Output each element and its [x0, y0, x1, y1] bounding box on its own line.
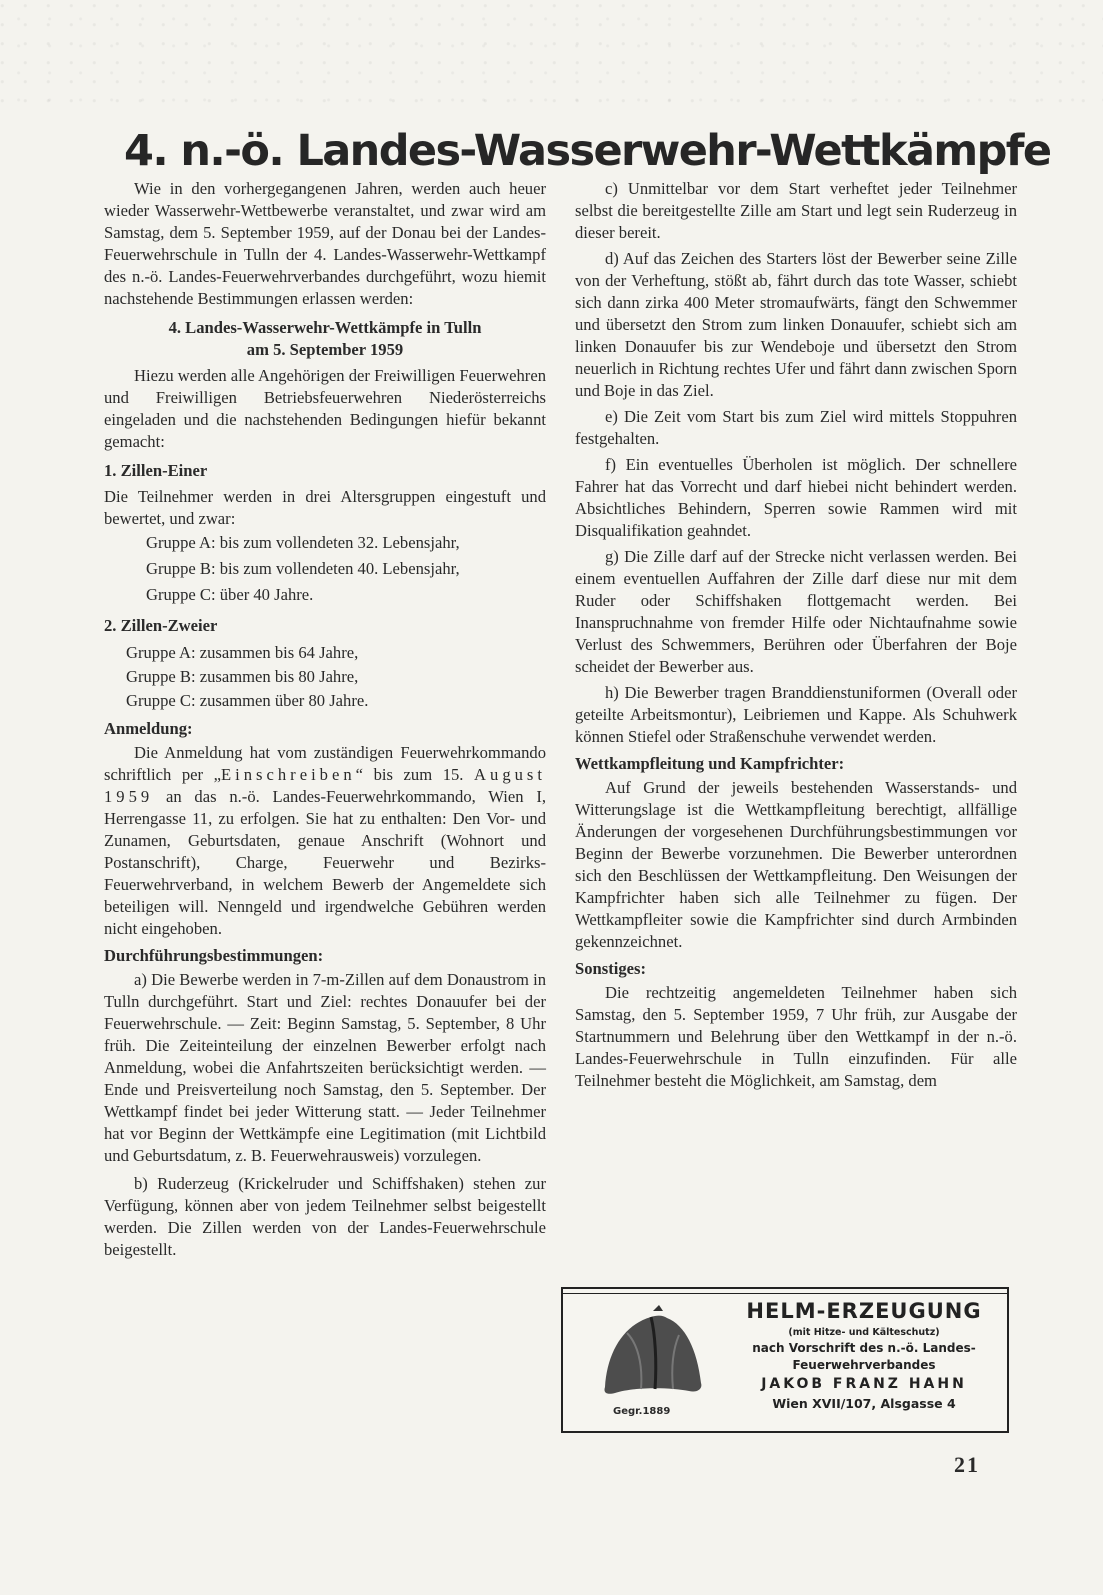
event-subtitle	[104, 317, 546, 361]
anmeldung-text-3: an das n.-ö. Landes-Feuerwehrkommando, Wien I, Herrengasse 11, zu erfolgen. Sie hat zu enthalten: Den Vor- und Zunamen, Geburtsdaten, genaue Anschrift (Wohnort und Postanschrift), Charge, Feuerwehr und Bezirks-Feuerwehrverband, in welchem Bewerb der Angemeldete sich beteiligen will. Nenngeld und irgendwelche Gebühren werden nicht eingehoben.	[104, 787, 546, 938]
sonstiges-paragraph: Die rechtzeitig angemeldeten Teilnehmer haben sich Samstag, den 5. September 1959, 7 Uhr früh, zur Ausgabe der Startnummern und Belehrung über den Wettkampf in der n.-ö. Landes-Feuerwehrschule in Tulln einzufinden. Für alle Teilnehmer besteht die Möglichkeit, am Samstag, dem	[575, 983, 1017, 1090]
anmeldung-heading: Anmeldung:	[104, 719, 193, 738]
event-subtitle-line1: 4. Landes-Wasserwehr-Wettkämpfe in Tulln	[168, 318, 482, 337]
anmeldung-paragraph	[104, 742, 546, 940]
einer-group-a: Gruppe A: bis zum vollendeten 32. Lebensjahr,	[146, 533, 460, 552]
rule-c: c) Unmittelbar vor dem Start verheftet jeder Teilnehmer selbst die bereitgestellte Zille am Start und legt sein Ruderzeug in dieser bereit.	[575, 179, 1017, 242]
einer-group-b: Gruppe B: bis zum vollendeten 40. Lebensjahr,	[146, 559, 460, 578]
page-title: 4. n.-ö. Landes-Wasserwehr-Wettkämpfe	[124, 126, 1051, 176]
anmeldung-spaced-1: Einschreiben	[221, 765, 356, 784]
helmet-icon	[597, 1303, 709, 1399]
right-column	[575, 178, 1017, 1092]
anmeldung-spaced-2: August 1959	[104, 765, 546, 806]
page-number: 21	[954, 1452, 980, 1477]
einer-group-c: Gruppe C: über 40 Jahre.	[146, 585, 314, 604]
zillen-zweier-heading: 2. Zillen-Zweier	[104, 616, 218, 635]
rule-g: g) Die Zille darf auf der Strecke nicht verlassen werden. Bei einem eventuellen Auffahren der Zille darf diese nur mit dem Ruder oder Schiffshaken flottgemacht werden. Bei Inanspruchnahme von fremder Hilfe oder Nichtaufnahme sowie Verlust des Schwemmers, Berühren oder Überfahren der Boje scheidet der Bewerber aus.	[575, 547, 1017, 676]
rule-e: e) Die Zeit vom Start bis zum Ziel wird mittels Stoppuhren festgehalten.	[575, 407, 1017, 448]
ad-brand: HELM-ERZEUGUNG	[746, 1299, 982, 1323]
zweier-group-c: Gruppe C: zusammen über 80 Jahre.	[126, 691, 369, 710]
invitation-paragraph: Hiezu werden alle Angehörigen der Freiwilligen Feuerwehren und Freiwilligen Betriebsfeuerwehren Niederösterreichs eingeladen und die nachstehenden Bedingungen hiefür bekannt gemacht:	[104, 366, 546, 451]
anmeldung-text-2: “ bis zum 15.	[355, 765, 475, 784]
ad-rule	[563, 1293, 1007, 1294]
sonstiges-heading: Sonstiges:	[575, 959, 646, 978]
zweier-group-a: Gruppe A: zusammen bis 64 Jahre,	[126, 643, 359, 662]
rule-h: h) Die Bewerber tragen Branddienstuniformen (Overall oder geteilte Arbeitsmontur), Leibriemen und Kappe. Als Schuhwerk können Stiefel oder Straßenschuhe verwendet werden.	[575, 683, 1017, 746]
helmet-advertisement	[561, 1287, 1009, 1433]
event-subtitle-line2: am 5. September 1959	[246, 340, 404, 359]
rule-f: f) Ein eventuelles Überholen ist möglich. Der schnellere Fahrer hat das Vorrecht und darf hiebei nicht behindert werden. Absichtliches Behindern, Sperren sowie Rammen wird mit Disqualifikation geahndet.	[575, 455, 1017, 540]
leitung-paragraph: Auf Grund der jeweils bestehenden Wasserstands- und Witterungslage ist die Wettkampfleitung berechtigt, allfällige Änderungen der vorgesehenen Durchführungsbestimmungen vor Beginn der Bewerbe vorzunehmen. Die Bewerber unterordnen sich den Beschlüssen der Wettkampfleitung. Den Weisungen der Kampfrichter haben sich alle Teilnehmer zu fügen. Der Wettkampfleiter sowie die Kampfrichter sind durch Armbinden gekennzeichnet.	[575, 778, 1017, 951]
zillen-einer-heading: 1. Zillen-Einer	[104, 461, 208, 480]
paper-texture	[0, 0, 1103, 110]
rule-d: d) Auf das Zeichen des Starters löst der Bewerber seine Zille von der Verheftung, stößt ab, fährt durch das tote Wasser, schiebt sich dann zirka 400 Meter stromaufwärts, fängt den Schwemmer und übersetzt den Strom zum linken Donauufer, schiebt sich am linken Donauufer bis zur Wendeboje und übersetzt den Strom neuerlich in Richtung rechtes Ufer und fährt dann zwischen Sporn und Boje in das Ziel.	[575, 249, 1017, 400]
anmeldung-text-1: Die Anmeldung hat vom zuständigen Feuerwehrkommando schriftlich per „	[104, 743, 546, 784]
ad-address: Wien XVII/107, Alsgasse 4	[772, 1396, 956, 1411]
durchfuehrung-heading: Durchführungsbestimmungen:	[104, 946, 324, 965]
ad-text-block	[729, 1299, 999, 1411]
rule-a: a) Die Bewerbe werden in 7-m-Zillen auf dem Donaustrom in Tulln durchgeführt. Start und Ziel: rechtes Donauufer bei der Feuerwehrschule. — Zeit: Beginn Samstag, 5. September, 8 Uhr früh. Die Zeiteinteilung der einzelnen Bewerber erfolgt nach Anmeldung, wobei die Anfahrtszeiten berücksichtigt werden. — Ende und Preisverteilung noch Samstag, den 5. September. Der Wettkampf findet bei jeder Witterung statt. — Jeder Teilnehmer hat vor Beginn der Wettkämpfe eine Legitimation (mit Lichtbild und Geburtsdatum, z. B. Feuerwehrausweis) vorzulegen.	[104, 970, 546, 1165]
ad-line-3: Feuerwehrverbandes	[792, 1358, 936, 1372]
ad-line-1: (mit Hitze- und Kälteschutz)	[788, 1327, 940, 1338]
zillen-einer-text: Die Teilnehmer werden in drei Altersgruppen eingestuft und bewertet, und zwar:	[104, 487, 546, 528]
leitung-heading: Wettkampfleitung und Kampfrichter:	[575, 754, 845, 773]
rule-b: b) Ruderzeug (Krickelruder und Schiffshaken) stehen zur Verfügung, können aber von jedem Teilnehmer selbst beigestellt werden. Die Zillen werden von der Landes-Feuerwehrschule beigestellt.	[104, 1174, 546, 1259]
founded-label: Gegr.1889	[613, 1406, 671, 1417]
left-column	[104, 178, 546, 1261]
intro-paragraph: Wie in den vorhergegangenen Jahren, werden auch heuer wieder Wasserwehr-Wettbewerbe veranstaltet, und zwar wird am Samstag, dem 5. September 1959, auf der Donau bei der Landes-Feuerwehrschule in Tulln der 4. Landes-Wasserwehr-Wettkampf des n.-ö. Landes-Feuerwehrverbandes durchgeführt, wozu hiemit nachstehende Bestimmungen erlassen werden:	[104, 179, 546, 308]
einer-group-list	[146, 530, 546, 608]
ad-line-2: nach Vorschrift des n.-ö. Landes-	[752, 1341, 976, 1355]
zweier-group-list	[126, 641, 546, 713]
zweier-group-b: Gruppe B: zusammen bis 80 Jahre,	[126, 667, 359, 686]
ad-maker: JAKOB FRANZ HAHN	[761, 1376, 967, 1392]
